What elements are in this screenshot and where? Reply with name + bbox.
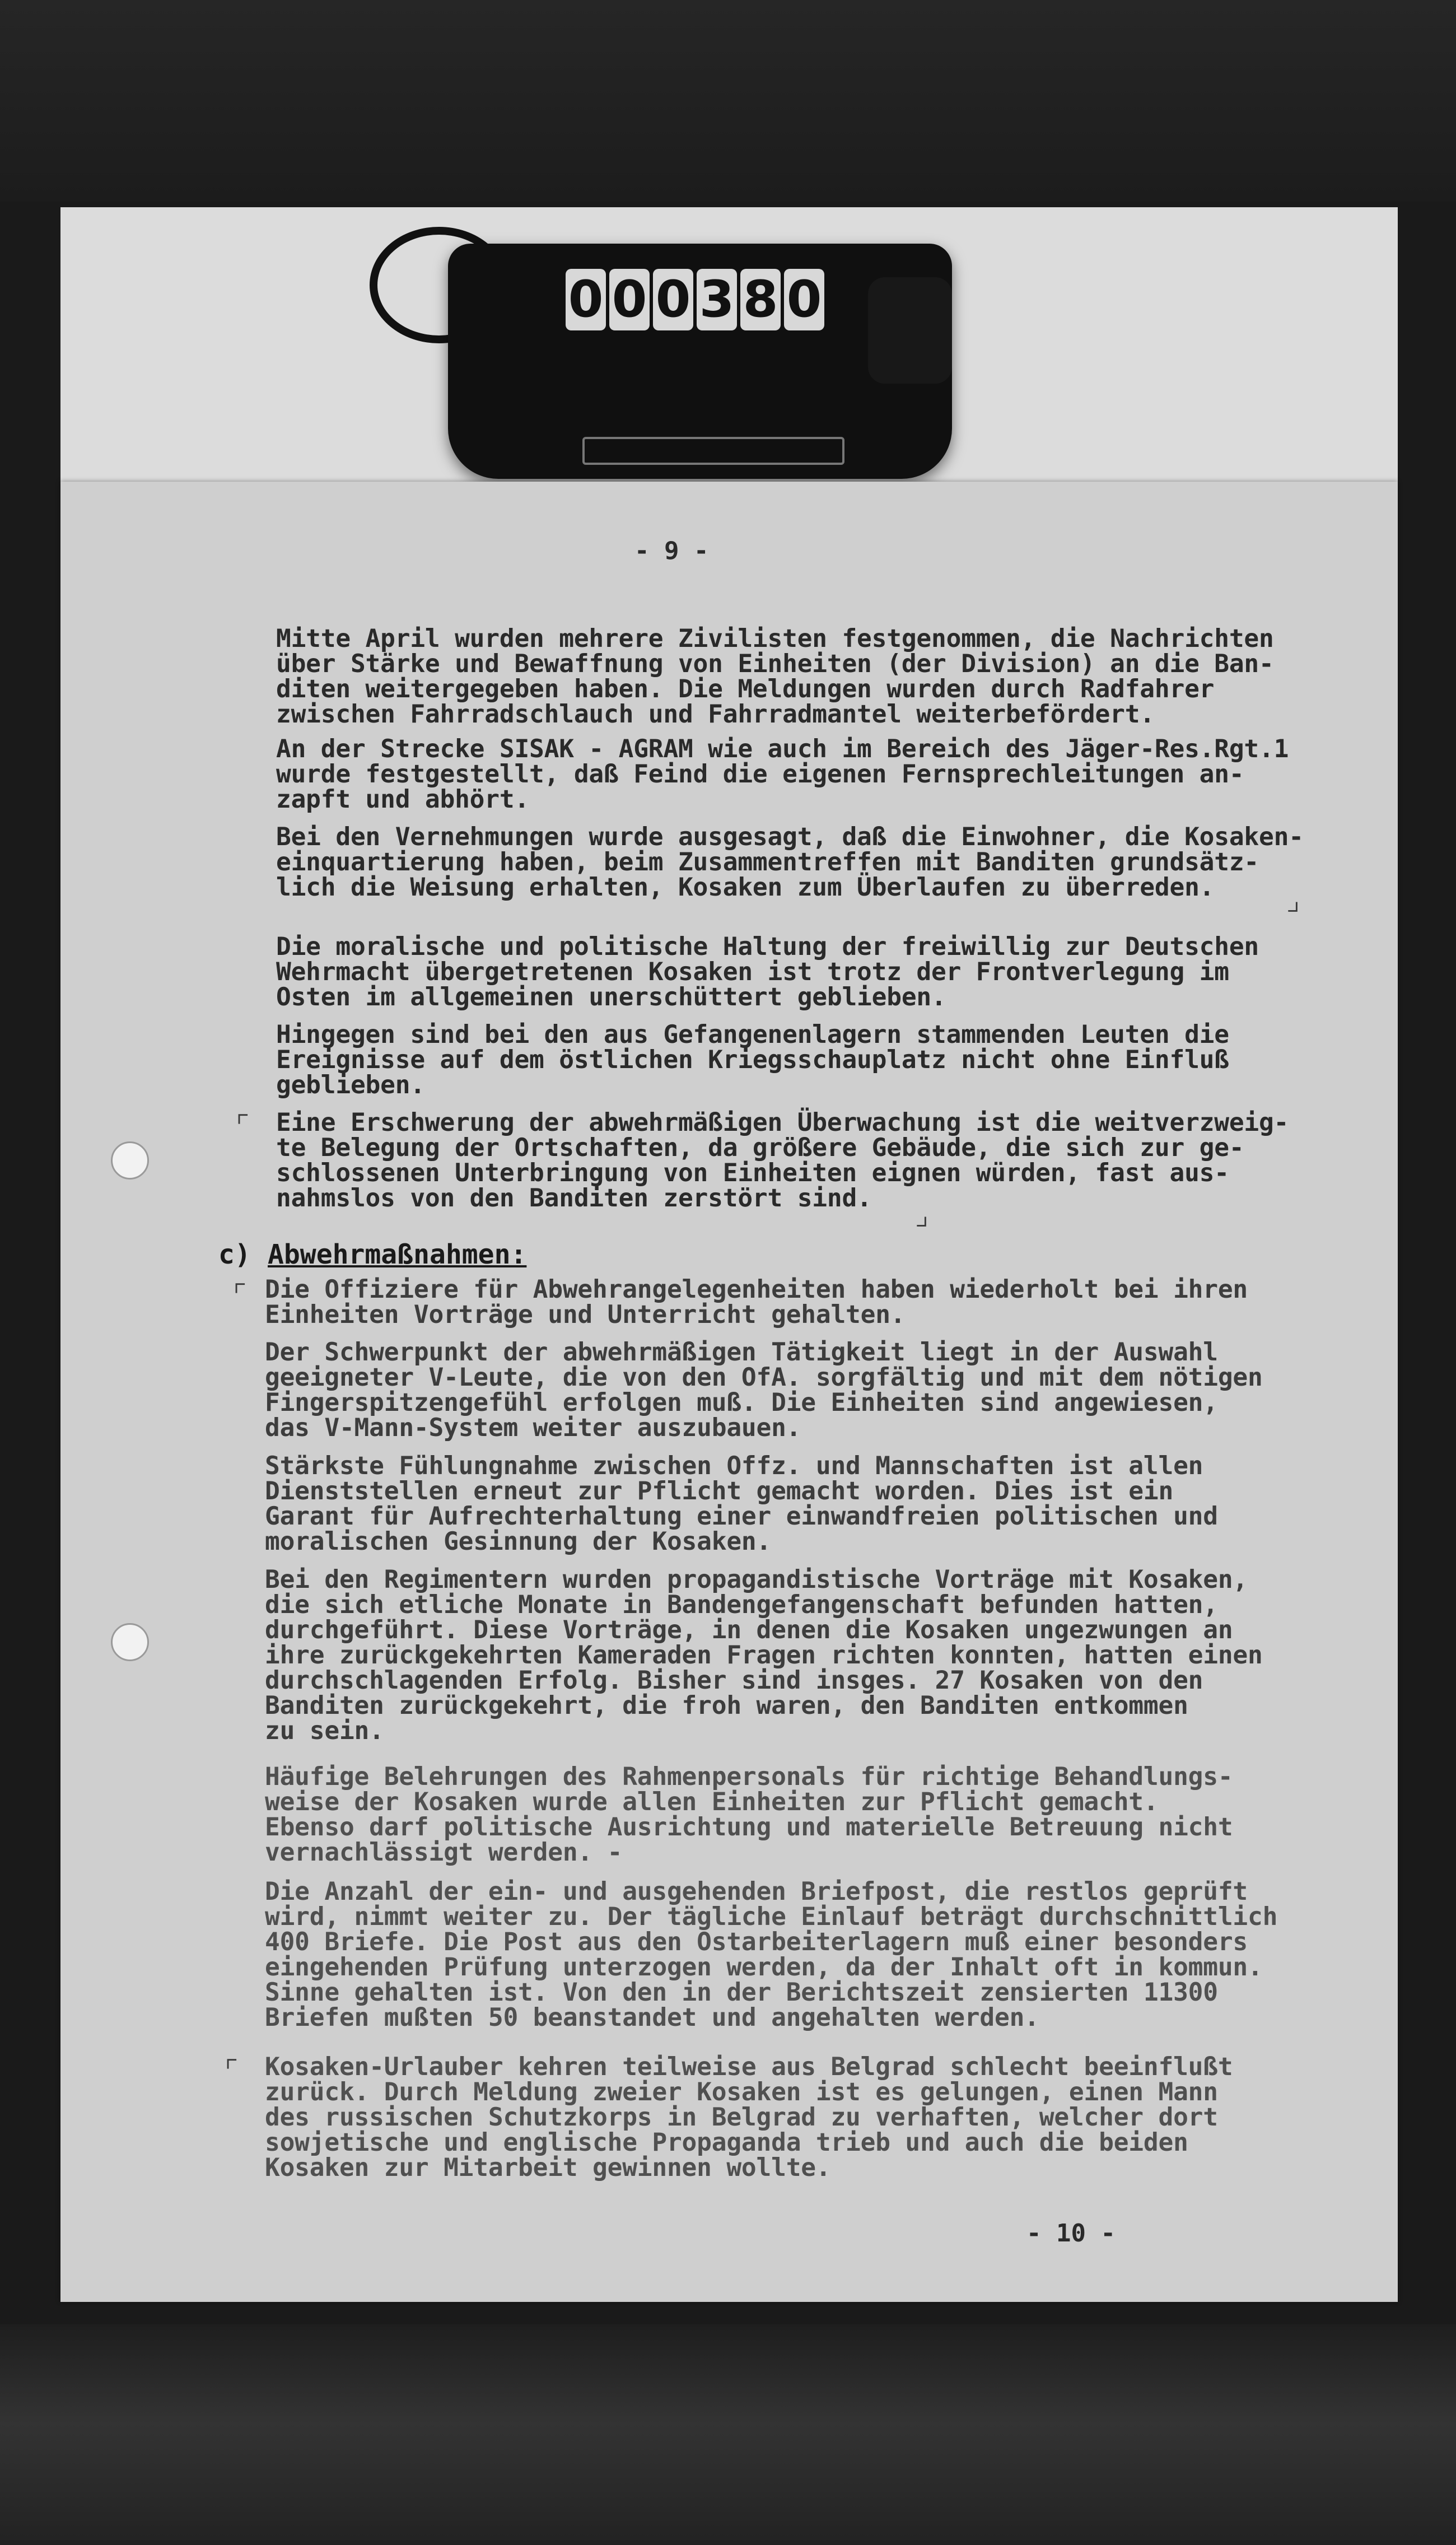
next-page-number: - 10 - <box>1026 2219 1116 2248</box>
paragraph: Der Schwerpunkt der abwehrmäßigen Tätigkeit liegt in der Auswahl geeigneter V-Leute, die von den OfA. sorgfältig und mit dem nötigen Fingerspitzengefühl erfolgen muß. Die Einheiten sind angewiesen, das V-Mann-System weiter auszubauen. <box>265 1338 1263 1442</box>
counter-digits <box>566 269 824 330</box>
paragraph: Die moralische und politische Haltung der freiwillig zur Deutschen Wehrmacht übergetretenen Kosaken ist trotz der Frontverlegung im Osten im allgemeinen unerschüttert geblieben. <box>276 933 1259 1012</box>
film-background-bottom <box>0 2324 1456 2545</box>
paragraph: An der Strecke SISAK - AGRAM wie auch im Bereich des Jäger-Res.Rgt.1 wurde festgestellt, daß Feind die eigenen Fernsprechleitungen an- zapft und abhört. <box>276 735 1289 814</box>
margin-bracket: ⌜ <box>231 1277 249 1311</box>
frame-counter-device <box>431 216 991 498</box>
paragraph: Bei den Vernehmungen wurde ausgesagt, daß die Einwohner, die Kosaken- einquartierung haben, beim Zusammentreffen mit Banditen grundsätz- lich die Weisung erhalten, Kosaken zum Überlaufen zu überreden. <box>276 823 1304 902</box>
counter-digit: 0 <box>784 269 824 330</box>
paragraph: Eine Erschwerung der abwehrmäßigen Überwachung ist die weitverzweig- te Belegung der Ortschaften, da größere Gebäude, die sich zur ge- schlossenen Unterbringung von Einheiten eignen würden, fast aus- nahmslos von den Banditen zerstört sind. <box>276 1108 1289 1213</box>
paragraph: Kosaken-Urlauber kehren teilweise aus Belgrad schlecht beeinflußt zurück. Durch Meldung zweier Kosaken ist es gelungen, einen Mann des russischen Schutzkorps in Belgrad zu verhaften, welcher dort sowjetische und englische Propaganda trieb und auch die beiden Kosaken zur Mitarbeit gewinnen wollte. <box>265 2053 1233 2182</box>
document-page <box>60 482 1398 2302</box>
punch-hole <box>111 1623 149 1661</box>
paragraph: Hingegen sind bei den aus Gefangenenlagern stammenden Leuten die Ereignisse auf dem östlichen Kriegsschauplatz nicht ohne Einfluß geblieben. <box>276 1020 1229 1099</box>
margin-bracket: ⌜ <box>234 1108 252 1141</box>
page-number: - 9 - <box>634 537 709 565</box>
counter-digit: 0 <box>653 269 693 330</box>
paragraph: Stärkste Fühlungnahme zwischen Offz. und Mannschaften ist allen Dienststellen erneut zur Pflicht gemacht worden. Dies ist ein Garant für Aufrechterhaltung einer einwandfreien politischen und moralischen Gesinnung der Kosaken. <box>265 1452 1218 1556</box>
paragraph: Häufige Belehrungen des Rahmenpersonals für richtige Behandlungs- weise der Kosaken wurde allen Einheiten zur Pflicht gemacht. Ebenso darf politische Ausrichtung und materielle Betreuung nicht vernachlässigt werden. - <box>265 1763 1233 1867</box>
section-title: Abwehrmaßnahmen: <box>268 1239 527 1270</box>
counter-plate <box>582 437 844 465</box>
paragraph: Die Anzahl der ein- und ausgehenden Briefpost, die restlos geprüft wird, nimmt weiter zu. Der tägliche Einlauf beträgt durchschnittlich 400 Briefe. Die Post aus den Ostarbeiterlagern muß einer besonders eingehenden Prüfung unterzogen werden, da der Inhalt oft in kommun. Sinne gehalten ist. Von den in der Berichtszeit zensierten 11300 Briefen mußten 50 beanstandet und angehalten werden. <box>265 1877 1278 2032</box>
film-background-top <box>0 0 1456 202</box>
paragraph: Die Offiziere für Abwehrangelegenheiten haben wiederholt bei ihren Einheiten Vorträge und Unterricht gehalten. <box>265 1275 1248 1329</box>
counter-digit: 0 <box>566 269 606 330</box>
paragraph: Bei den Regimentern wurden propagandistische Vorträge mit Kosaken, die sich etliche Monate in Bandengefangenschaft befunden hatten, durchgeführt. Diese Vorträge, in denen die Kosaken ungezwungen an ihre zurückgekehrten Kameraden Fragen richten konnten, hatten einen durchschlagenden Erfolg. Bisher sind insges. 27 Kosaken von den Banditen zurückgekehrt, die froh waren, den Banditen entkommen zu sein. <box>265 1565 1263 1745</box>
margin-bracket: ⌟ <box>1284 884 1302 917</box>
margin-bracket: ⌟ <box>913 1199 931 1232</box>
counter-digit: 0 <box>609 269 650 330</box>
punch-hole <box>111 1141 149 1180</box>
counter-digit: 8 <box>740 269 781 330</box>
counter-digit: 3 <box>697 269 737 330</box>
section-marker: c) <box>218 1239 251 1270</box>
counter-knob <box>868 277 952 384</box>
margin-bracket: ⌜ <box>223 2053 241 2086</box>
paragraph: Mitte April wurden mehrere Zivilisten festgenommen, die Nachrichten über Stärke und Bewaffnung von Einheiten (der Division) an die Ban- diten weitergegeben haben. Die Meldungen wurden durch Radfahrer zwischen Fahrradschlauch und Fahrradmantel weiterbefördert. <box>276 624 1274 729</box>
